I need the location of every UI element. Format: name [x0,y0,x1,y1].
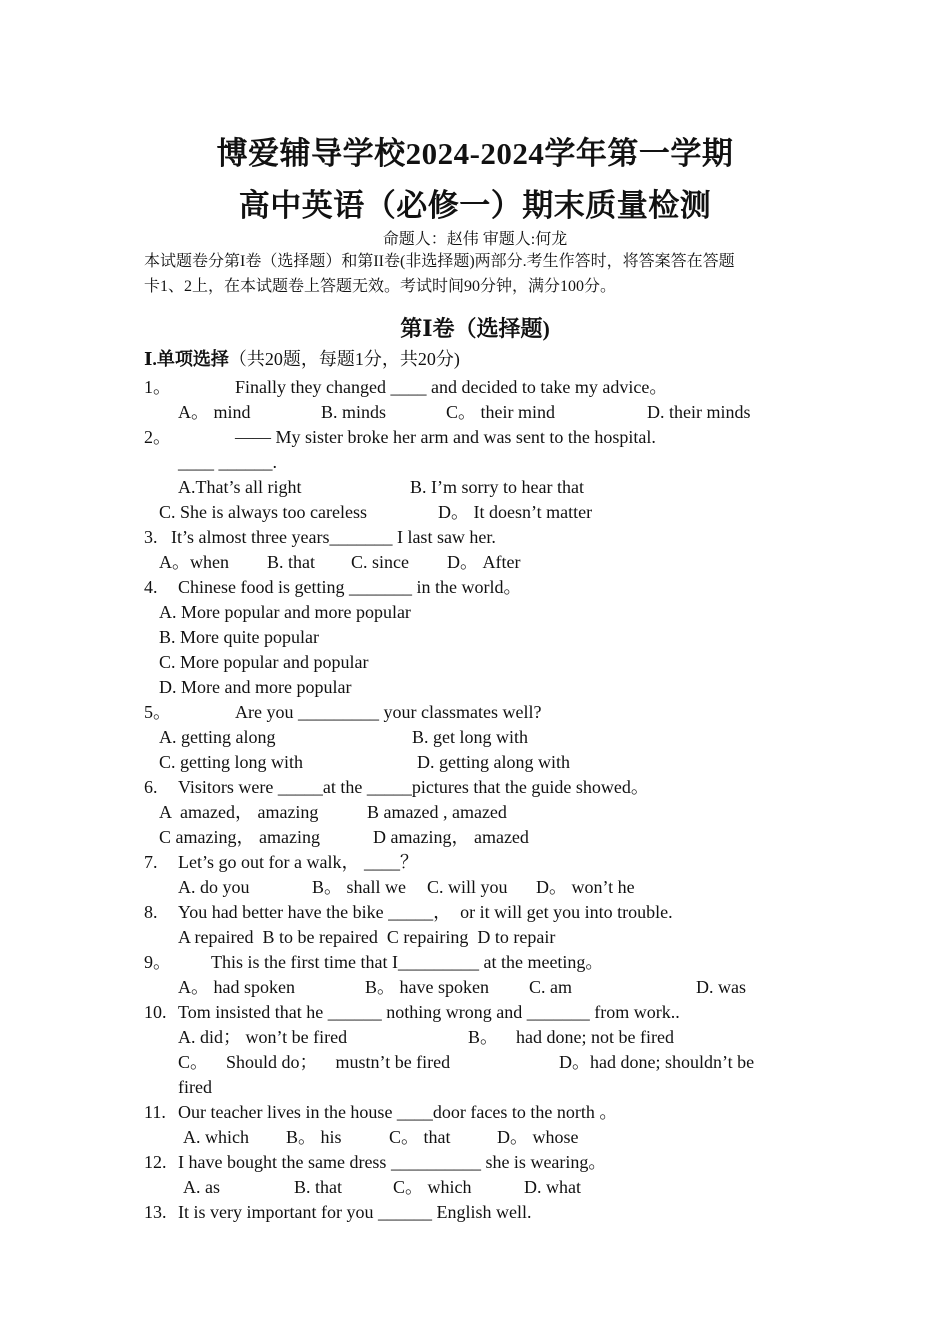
option-b: B。 shall we [312,877,406,897]
option-a: A. getting along [159,727,276,747]
option-a: A。 mind [178,402,251,422]
question-number: 2。 [144,427,171,447]
option-b: B. get long with [412,727,528,747]
option-a: A。when [159,552,229,572]
answer-blank: ____ ______. [178,452,277,472]
option-b: B amazed , amazed [367,802,507,822]
option-c: C。 that [389,1127,451,1147]
option-c: C. getting long with [159,752,303,772]
exam-subtitle: 高中英语（必修一）期末质量检测 [238,188,712,223]
option-d: D. was [696,977,746,997]
option-d: D. getting along with [417,752,570,772]
options-line: A repaired B to be repaired C repairing D to repair [178,927,556,947]
option-d: D。 After [447,552,521,572]
part-number: Ⅰ. [144,349,157,369]
option-c: C。 which [393,1177,472,1197]
option-a: A。 had spoken [178,977,295,997]
question-stem: This is the first time that I_________ at the meeting。 [211,952,604,972]
option-b: B. that [294,1177,342,1197]
authors-line: 命题人：赵伟 审题人:何龙 [382,231,568,248]
option-b: B. More quite popular [159,627,319,647]
question-stem: Tom insisted that he ______ nothing wrong and _______ from work.. [178,1002,680,1022]
option-c: C. will you [427,877,508,897]
option-a: A. More popular and more popular [159,602,411,622]
option-c: C. am [529,977,572,997]
question-stem: 3. It’s almost three years_______ I last saw her. [144,527,496,547]
question-number: 5。 [144,702,171,722]
question-stem: Chinese food is getting _______ in the world。 [178,577,522,597]
option-d: D amazing， amazed [373,827,529,847]
option-c: C. since [351,552,409,572]
question-number: 10. [144,1002,167,1022]
section-heading: 第Ⅰ卷（选择题) [400,316,550,341]
option-a: A. as [183,1177,220,1197]
question-stem: —— My sister broke her arm and was sent to the hospital. [235,427,656,447]
option-d: D. their minds [647,402,751,422]
option-d: D. More and more popular [159,677,352,697]
intro-line-2: 卡1、2上，在本试题卷上答题无效。考试时间90分钟，满分100分。 [144,278,617,295]
option-a: A. did； won’t be fired [178,1027,348,1047]
question-number: 9。 [144,952,171,972]
question-stem: You had better have the bike _____， or it will get you into trouble. [178,902,673,922]
question-number: 7. [144,852,158,872]
question-stem: I have bought the same dress __________ she is wearing。 [178,1152,607,1172]
option-a: A.That’s all right [178,477,302,497]
option-d: D。 won’t he [536,877,635,897]
question-stem: Are you _________ your classmates well? [235,702,542,722]
option-b: B。 have spoken [365,977,489,997]
option-a: A. which [183,1127,249,1147]
option-d-continued: fired [178,1077,212,1097]
intro-line-1: 本试题卷分第I卷（选择题）和第II卷(非选择题)两部分.考生作答时，将答案答在答题 [144,253,735,270]
question-number: 1。 [144,377,171,397]
option-c: C. More popular and popular [159,652,369,672]
question-number: 4. [144,577,158,597]
option-c: C。 their mind [446,402,555,422]
question-number: 13. [144,1202,167,1222]
option-d: D. what [524,1177,581,1197]
option-d: D。 whose [497,1127,579,1147]
option-d: D。had done; shouldn’t be [559,1052,755,1072]
option-b: B。 his [286,1127,342,1147]
option-c: C。 Should do； mustn’t be fired [178,1052,451,1072]
option-c: C. She is always too careless [159,502,367,522]
option-d: D。 It doesn’t matter [438,502,593,522]
part-note: （共20题，每题1分，共20分) [228,349,460,369]
question-stem: It is very important for you ______ English well. [178,1202,532,1222]
question-stem: Our teacher lives in the house ____door faces to the north 。 [178,1102,618,1122]
question-number: 6. [144,777,158,797]
question-stem: Visitors were _____at the _____pictures that the guide showed。 [178,777,649,797]
option-c: C amazing， amazing [159,827,320,847]
option-b: B。 had done; not be fired [468,1027,674,1047]
part-name: 单项选择 [156,349,229,369]
question-number: 11. [144,1102,166,1122]
option-b: B. minds [321,402,387,422]
question-number: 12. [144,1152,167,1172]
option-b: B. I’m sorry to hear that [410,477,584,497]
option-a: A. do you [178,877,250,897]
question-number: 8. [144,902,158,922]
exam-title: 博爱辅导学校2024-2024学年第一学期 [216,136,734,171]
question-stem: Finally they changed ____ and decided to take my advice。 [235,377,668,397]
question-stem: Let’s go out for a walk， ____？ [178,852,418,872]
option-a: A amazed， amazing [159,802,319,822]
part-heading [144,348,460,370]
option-b: B. that [267,552,315,572]
